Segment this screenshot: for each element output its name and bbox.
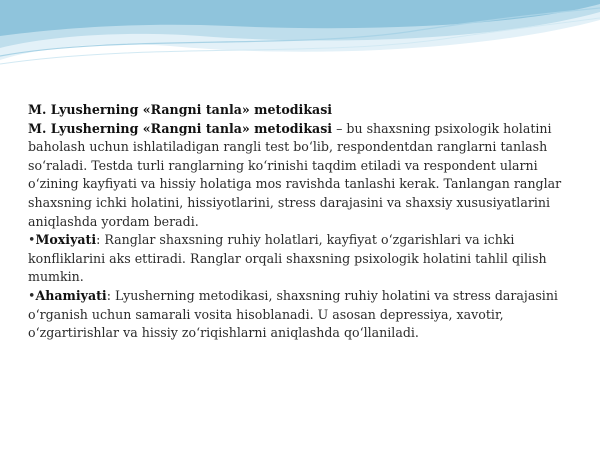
bullet-text: : Lyusherning metodikasi, shaxsning ruhiy holatini va stress darajasini o‘rganish uchun samarali vosita hisoblanadi. U asosan depressiya, xavotir, o‘zgartirishlar va hissiy zo‘riqishlarni aniqlashda qo‘llaniladi. [28, 287, 558, 341]
bullet-text: : Ranglar shaxsning ruhiy holatlari, kayfiyat o‘zgarishlari va ichki konfliklarini aks ettiradi. Ranglar orqali shaxsning psixologik holatini tahlil qilish mumkin. [28, 232, 547, 285]
bullet-moxiyati [28, 231, 583, 287]
bullet-marker: • [28, 232, 36, 248]
bullet-label: Moxiyati [35, 232, 97, 248]
intro-bold-lead: M. Lyusherning «Rangni tanla» metodikasi [28, 120, 333, 136]
intro-text: – bu shaxsning psixologik holatini baholash uchun ishlatiladigan rangli test bo‘lib, respondentdan ranglarni tanlash so‘raladi. Testda turli ranglarning ko‘rinishi taqdim etiladi va respondent ularni o‘zining kayfiyati va hissiy holatiga mos ravishda tanlashi kerak. Tanlangan ranglar shaxsning ichki holatini, hissiyotlarini, stress darajasini va shaxsiy xususiyatlarini aniqlashda yordam beradi. [28, 120, 562, 229]
slide-content [28, 101, 583, 343]
intro-paragraph [28, 120, 583, 232]
slide-title: M. Lyusherning «Rangni tanla» metodikasi [28, 102, 333, 117]
bullet-marker: • [28, 287, 36, 303]
bullet-ahamiyati [28, 287, 583, 343]
header-wave-decoration [0, 0, 600, 70]
bullet-label: Ahamiyati [35, 287, 107, 303]
